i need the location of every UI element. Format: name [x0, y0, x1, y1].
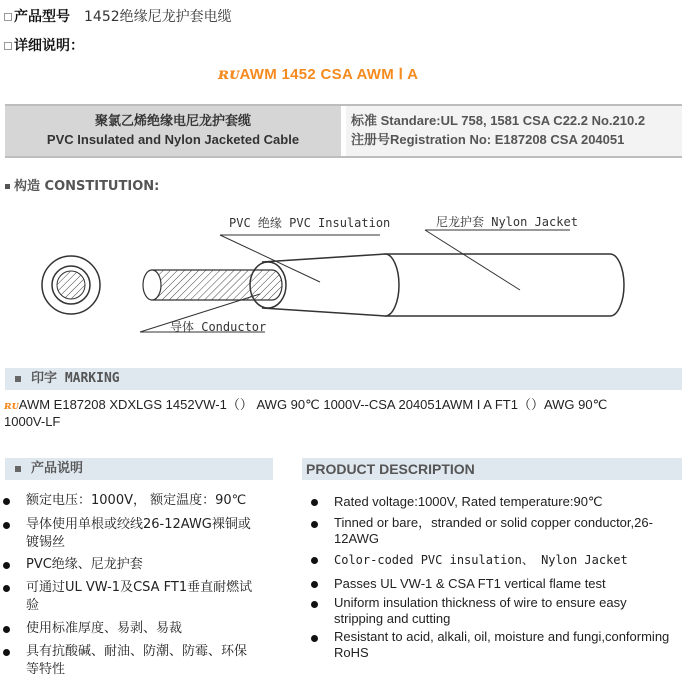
bullet-dot-icon	[311, 581, 318, 588]
product-model-value: 1452绝缘尼龙护套电缆	[84, 9, 232, 25]
list-item: Uniform insulation thickness of wire to ensure easy stripping and cutting	[334, 595, 674, 627]
marking-heading: 印字 MARKING	[31, 371, 120, 386]
bullet-box-icon	[4, 42, 12, 50]
product-en-heading: PRODUCT DESCRIPTION	[306, 461, 475, 477]
bullet-dot-icon	[311, 557, 318, 564]
page-title	[218, 64, 418, 83]
square-bullet-icon	[15, 466, 21, 472]
marking-line1: AWM E187208 XDXLGS 1452VW-1（） AWG 90℃ 1000V--CSA 204051AWM I A FT1（）AWG 90℃	[18, 397, 608, 412]
label-conductor: 导体 Conductor	[170, 320, 267, 334]
marking-text	[4, 397, 682, 430]
marking-bar	[5, 368, 682, 390]
product-en-list	[334, 493, 674, 661]
list-item: Resistant to acid, alkali, oil, moisture and fungi,conforming RoHS	[334, 629, 674, 661]
cross-section-icon	[42, 256, 100, 314]
spec-standard-cell	[346, 106, 682, 156]
product-cn-heading: 产品说明	[31, 461, 84, 476]
detail-label: 详细说明：	[14, 38, 84, 54]
spec-table	[5, 104, 682, 158]
bullet-dot-icon	[3, 626, 10, 633]
list-item: Tinned or bare，stranded or solid copper conductor,26-12AWG	[334, 515, 674, 547]
spec-registration: 注册号Registration No: E187208 CSA 204051	[351, 132, 625, 147]
list-item: 导体使用单根或绞线26-12AWG裸铜或镀锡丝	[26, 516, 258, 552]
title-text: AWM 1452 CSA AWM Ⅰ A	[239, 66, 419, 83]
product-cn-bar	[5, 458, 273, 480]
detail-line	[4, 35, 84, 55]
product-model-line	[4, 6, 232, 26]
list-item: Passes UL VW-1 & CSA FT1 vertical flame test	[334, 575, 674, 593]
list-item: 可通过UL VW-1及CSA FT1垂直耐燃试验	[26, 579, 258, 615]
bullet-dot-icon	[311, 521, 318, 528]
product-model-label: 产品型号	[14, 9, 70, 25]
square-bullet-icon	[5, 184, 10, 189]
spec-name-cn: 聚氯乙烯绝缘电尼龙护套缆	[94, 113, 251, 128]
ul-logo-icon: ʀᴜ	[4, 399, 19, 412]
list-item: Color-coded PVC insulation、 Nylon Jacket	[334, 551, 674, 569]
bullet-dot-icon	[3, 498, 10, 505]
list-item: 使用标准厚度、易剥、易裁	[26, 620, 258, 638]
spec-name-cell	[5, 106, 341, 156]
square-bullet-icon	[15, 376, 21, 382]
bullet-dot-icon	[311, 635, 318, 642]
product-en-bar	[302, 458, 682, 480]
construction-heading: 构造 CONSTITUTION:	[5, 175, 159, 194]
ul-logo-icon: ʀᴜ	[218, 64, 240, 83]
bullet-box-icon	[4, 13, 12, 21]
marking-line2: 1000V-LF	[4, 414, 61, 429]
list-item: 具有抗酸碱、耐油、防潮、防霉、环保等特性	[26, 643, 258, 679]
conductor-shape	[143, 270, 282, 300]
jacket-shape	[385, 254, 624, 316]
spec-standard: 标准 Standare:UL 758, 1581 CSA C22.2 No.210.2	[351, 113, 646, 128]
bullet-dot-icon	[311, 601, 318, 608]
label-jacket: 尼龙护套 Nylon Jacket	[436, 215, 578, 229]
bullet-dot-icon	[3, 522, 10, 529]
bullet-dot-icon	[3, 562, 10, 569]
product-cn-list	[26, 492, 258, 679]
list-item: PVC绝缘、尼龙护套	[26, 556, 258, 574]
list-item: 额定电压：1000V， 额定温度：90℃	[26, 492, 258, 510]
label-insulation: PVC 绝缘 PVC Insulation	[229, 216, 391, 230]
bullet-dot-icon	[3, 649, 10, 656]
bullet-dot-icon	[3, 585, 10, 592]
list-item: Rated voltage:1000V, Rated temperature:90℃	[334, 493, 674, 511]
bullet-dot-icon	[311, 499, 318, 506]
spec-name-en: PVC Insulated and Nylon Jacketed Cable	[46, 132, 300, 147]
